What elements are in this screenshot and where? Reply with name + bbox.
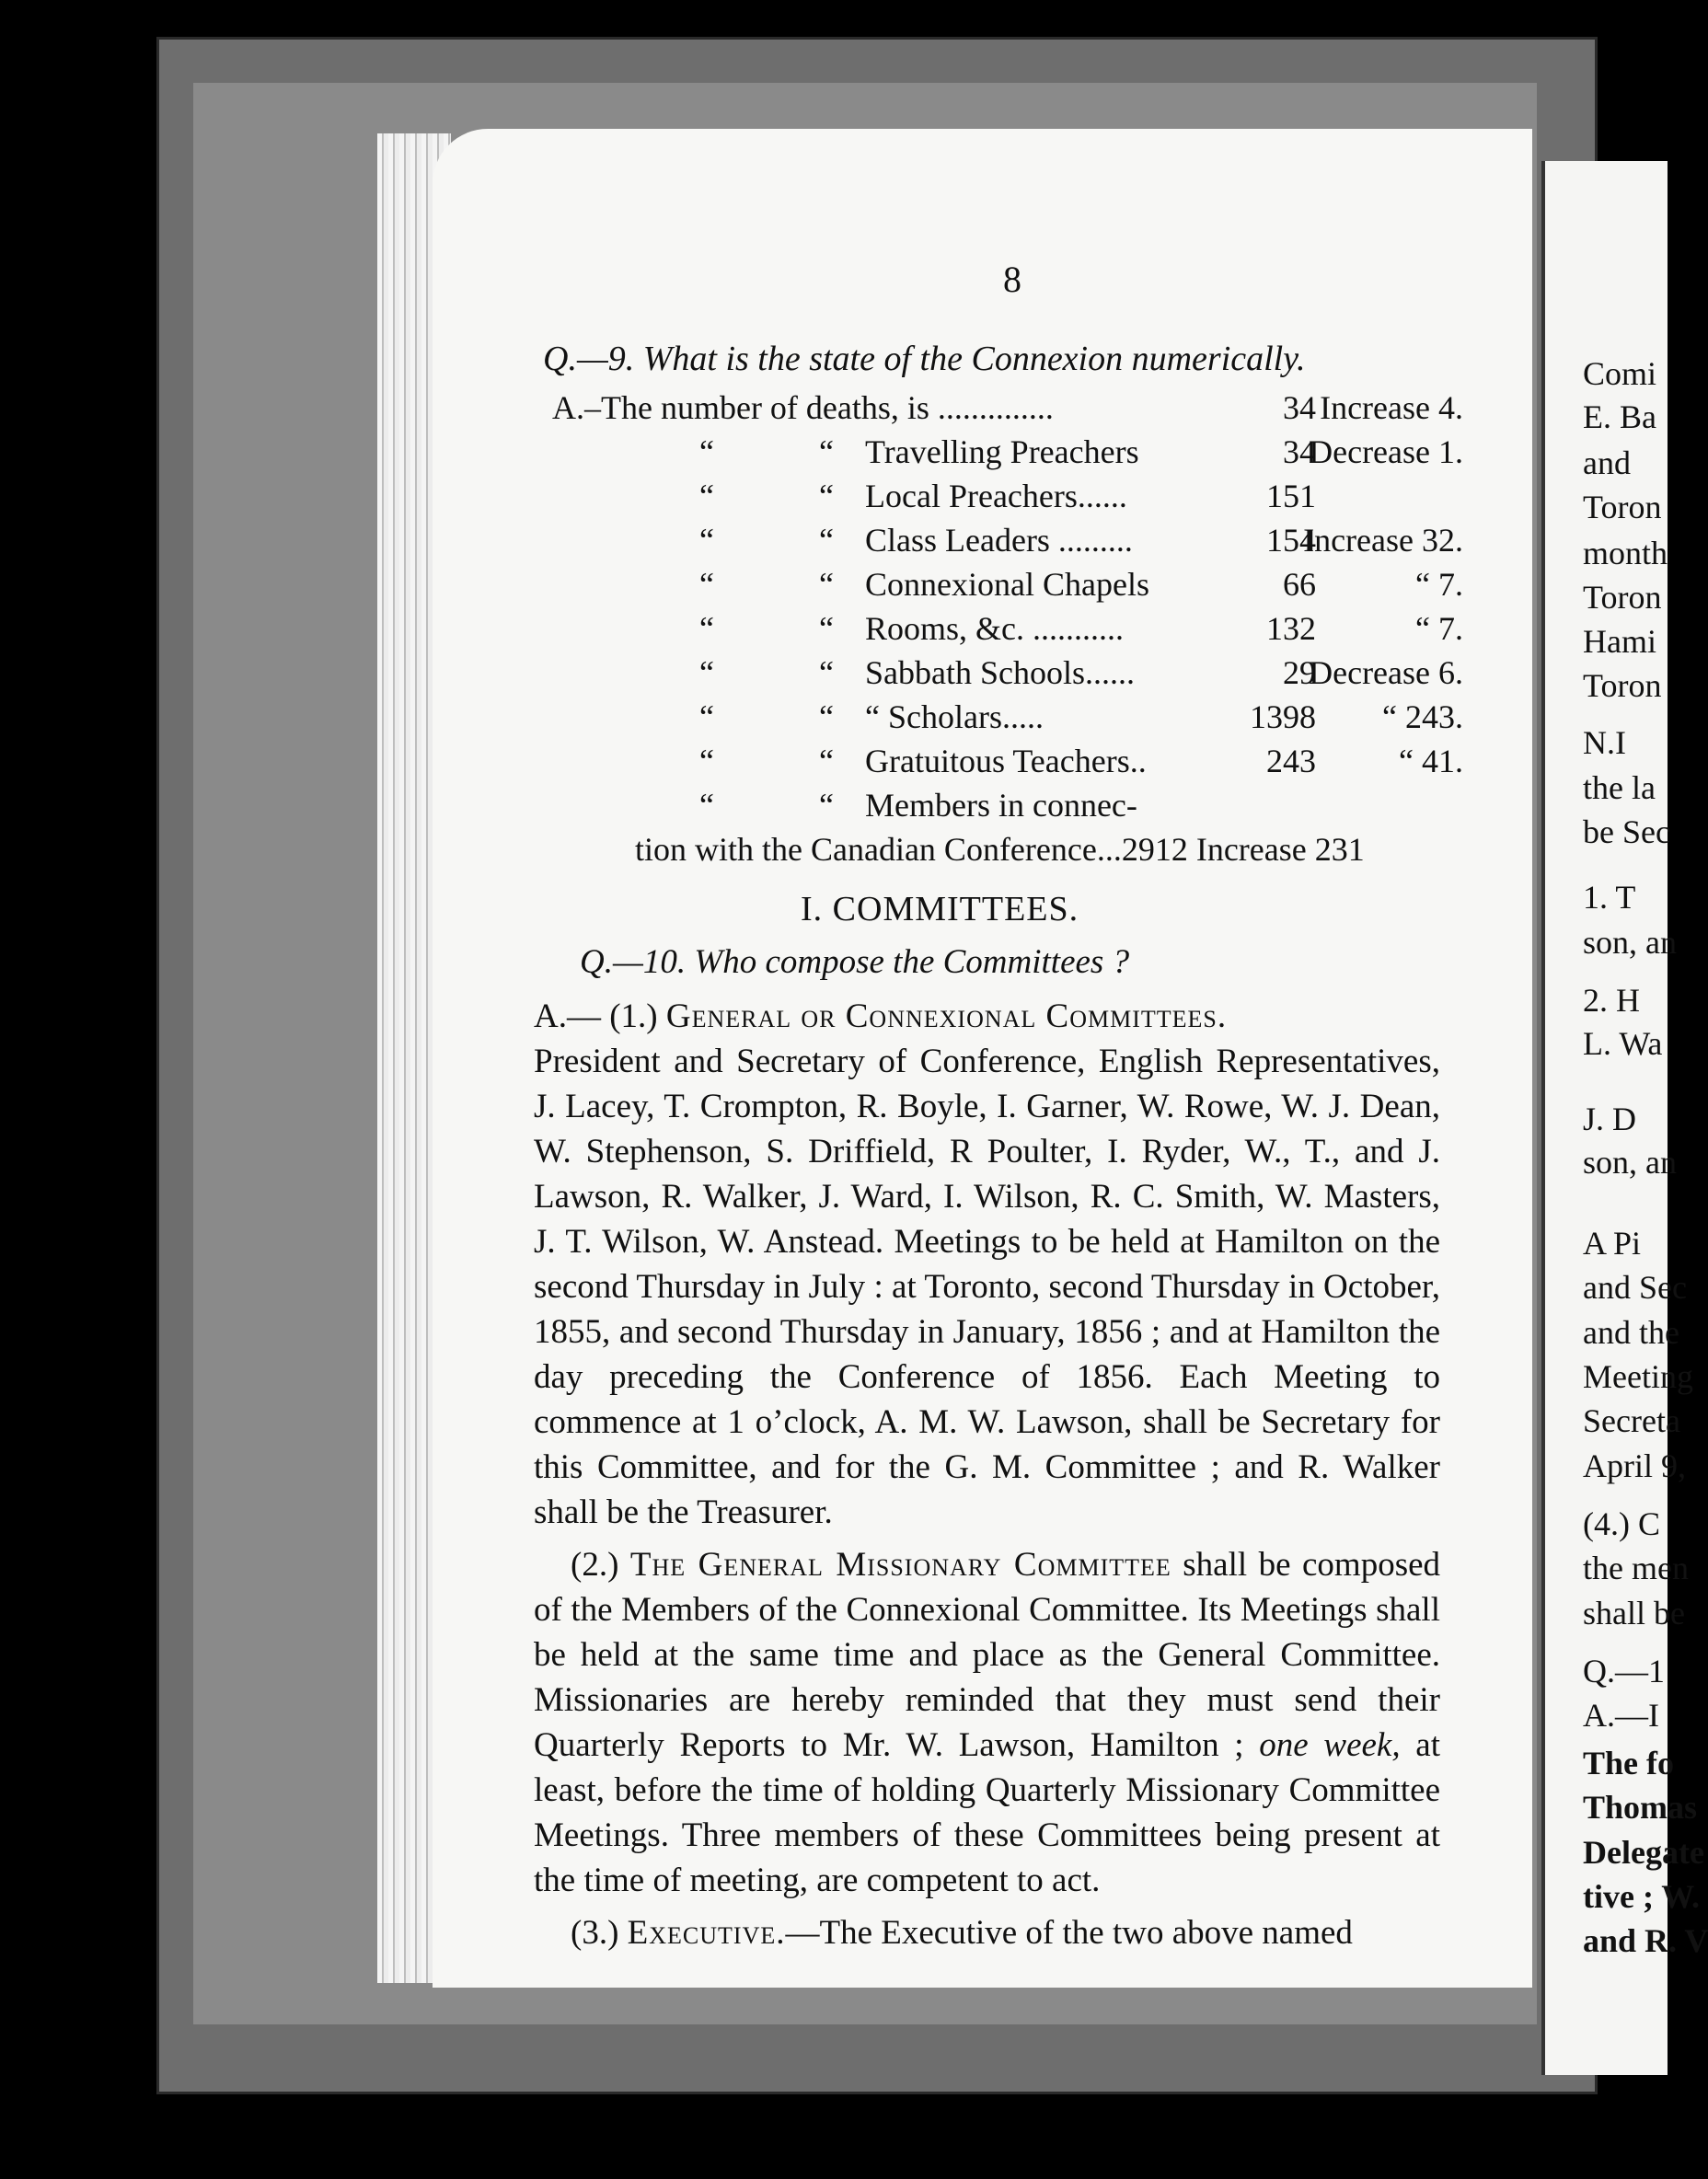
missionary-committee-paragraph [534, 1542, 1440, 1903]
statistics-table [543, 388, 1463, 874]
stat-row [543, 653, 1463, 698]
stat-ditto-2: “ [819, 743, 834, 779]
right-page-line: The fo [1583, 1745, 1674, 1781]
stat-ditto-2: “ [819, 787, 834, 824]
stat-note: Increase 4. [1320, 389, 1463, 426]
stat-note: “ 7. [1415, 610, 1463, 647]
stat-row [543, 698, 1463, 742]
stat-row [543, 477, 1463, 521]
right-page-line: E. Ba [1583, 398, 1656, 435]
right-page-line: tive ; W. [1583, 1878, 1701, 1915]
executive-prefix: (3.) [571, 1914, 619, 1952]
stat-ditto-2: “ [819, 566, 834, 603]
right-page-line: month [1583, 535, 1668, 571]
right-page-line: shall be [1583, 1595, 1685, 1631]
stat-ditto: “ [699, 610, 714, 647]
stat-ditto: “ [699, 566, 714, 603]
stat-prefix: A.–The number of deaths, is .............. [552, 389, 1054, 426]
right-page-line: Toron [1583, 579, 1662, 616]
right-page-line: son, an [1583, 1144, 1677, 1181]
right-page-line: N.I [1583, 724, 1626, 761]
general-heading: General or Connexional Committees. [665, 997, 1228, 1035]
right-page-line: A.—I [1583, 1697, 1659, 1734]
right-page-line: and [1583, 444, 1631, 481]
stat-value: 243 [1266, 743, 1316, 779]
stat-ditto: “ [699, 478, 714, 514]
stat-ditto: “ [699, 522, 714, 559]
missionary-emphasis: one week, [1259, 1726, 1401, 1764]
stat-label: “ Scholars..... [865, 698, 1044, 735]
stat-value: 1398 [1250, 698, 1316, 735]
stat-label: Members in connec- [865, 787, 1137, 824]
right-page-line: J. D [1583, 1101, 1637, 1137]
stat-label: Sabbath Schools...... [865, 654, 1135, 691]
stat-label: Connexional Chapels [865, 566, 1149, 603]
stat-row [543, 742, 1463, 786]
section-title: I. COMMITTEES. [801, 890, 1079, 928]
right-page-line: Meeting [1583, 1358, 1693, 1395]
stat-label: Rooms, &c. ........... [865, 610, 1125, 647]
stat-row [543, 521, 1463, 565]
stat-row [543, 786, 1463, 830]
question-9-label: Q.—9. [543, 340, 635, 378]
stat-value: 29 [1283, 654, 1316, 691]
stat-ditto: “ [699, 433, 714, 470]
stat-row [543, 565, 1463, 609]
stat-row [543, 388, 1463, 432]
general-committee-paragraph [534, 994, 1440, 1535]
missionary-text-2: at least, before the time of holding Quarterly Missionary Committee Meetings. Three members of these Committees being present at the time of meeting, are competent to act. [534, 1726, 1441, 1899]
right-page-line: the la [1583, 769, 1656, 806]
stat-ditto-2: “ [819, 433, 834, 470]
right-page-line: L. Wa [1583, 1025, 1663, 1062]
stat-ditto-2: “ [819, 610, 834, 647]
stat-label: Class Leaders ......... [865, 522, 1133, 559]
stat-ditto: “ [699, 787, 714, 824]
right-page-line: April 9, [1583, 1447, 1686, 1484]
stat-ditto: “ [699, 743, 714, 779]
stat-ditto-2: “ [819, 654, 834, 691]
stat-ditto-2: “ [819, 478, 834, 514]
stat-label: Gratuitous Teachers.. [865, 743, 1147, 779]
right-page-line: Comi [1583, 355, 1657, 392]
right-page-line: (4.) C [1583, 1505, 1660, 1542]
stat-label: Local Preachers...... [865, 478, 1127, 514]
stat-row [543, 432, 1463, 477]
right-page-line: and R. V [1583, 1922, 1708, 1959]
stat-note: “ 243. [1382, 698, 1463, 735]
right-page-line: Toron [1583, 667, 1662, 704]
right-page-line: Delegate [1583, 1834, 1704, 1871]
stat-value: 66 [1283, 566, 1316, 603]
missionary-prefix: (2.) [571, 1546, 619, 1584]
missionary-text-1: shall be composed of the Members of the Connexional Committee. Its Meetings shall be held at the same time and place as the General Committee. Missionaries are hereby reminded that they must send their Quarterly Reports to Mr. W. Lawson, Hamilton ; [534, 1546, 1441, 1764]
right-page-line: Hami [1583, 623, 1656, 660]
question-9 [543, 339, 1306, 379]
stat-row-total [543, 830, 1463, 874]
stat-label: Travelling Preachers [865, 433, 1139, 470]
committees-text [534, 994, 1440, 1963]
question-9-text: What is the state of the Connexion numerically. [642, 340, 1306, 378]
stat-note: “ 41. [1399, 743, 1463, 779]
executive-heading: Executive. [627, 1914, 786, 1952]
stat-ditto-2: “ [819, 522, 834, 559]
question-10-text: Who compose the Committees ? [694, 943, 1130, 981]
right-page-line: Secreta [1583, 1402, 1680, 1439]
stat-ditto: “ [699, 698, 714, 735]
stat-total-text: tion with the Canadian Conference...2912 Increase 231 [635, 831, 1365, 868]
right-page-line: son, an [1583, 924, 1677, 961]
right-page-line: A Pi [1583, 1225, 1642, 1262]
stat-value: 151 [1266, 478, 1316, 514]
right-page-line: Toron [1583, 489, 1662, 525]
stat-note: “ 7. [1415, 566, 1463, 603]
right-page-line: and the [1583, 1314, 1679, 1351]
right-page-line: the men [1583, 1550, 1689, 1586]
right-page-line: Thomas [1583, 1789, 1698, 1826]
stat-value: 34 [1283, 389, 1316, 426]
stat-value: 34 [1283, 433, 1316, 470]
right-page-line: Q.—1 [1583, 1653, 1665, 1689]
missionary-heading: The General Missionary Committee [629, 1546, 1171, 1584]
right-page-line: be Sec [1583, 813, 1670, 850]
right-page-line: 2. H [1583, 982, 1640, 1019]
stat-ditto-2: “ [819, 698, 834, 735]
page-number: 8 [1003, 259, 1021, 300]
stat-row [543, 609, 1463, 653]
stat-note: Decrease 1. [1309, 433, 1463, 470]
right-page-line: and Sec [1583, 1269, 1687, 1306]
stat-ditto: “ [699, 654, 714, 691]
stat-value: 132 [1266, 610, 1316, 647]
general-heading-prefix: A.— (1.) [534, 997, 658, 1035]
executive-paragraph [534, 1910, 1440, 1955]
right-page-line: 1. T [1583, 879, 1636, 916]
stat-note: Increase 32. [1303, 522, 1463, 559]
question-10 [580, 942, 1129, 982]
question-10-label: Q.—10. [580, 943, 687, 981]
executive-text: —The Executive of the two above named [785, 1914, 1353, 1952]
stat-note: Decrease 6. [1309, 654, 1463, 691]
stat-value: 154 [1266, 522, 1316, 559]
general-text: President and Secretary of Conference, English Representatives, J. Lacey, T. Crompton, R. Boyle, I. Garner, W. Rowe, W. J. Dean, W. Stephenson, S. Driffield, R Poulter, I. Ryder, W., T., and J. Lawson, R. Walker, J. Ward, I. Wilson, R. C. Smith, W. Masters, J. T. Wilson, W. Anstead. Meetings to be held at Hamilton on the second Thursday in July : at Toronto, second Thursday in October, 1855, and second Thursday in January, 1856 ; and at Hamilton the day preceding the Conference of 1856. Each Meeting to commence at 1 o’clock, A. M. W. Lawson, shall be Secretary for this Committee, and for the G. M. Committee ; and R. Walker shall be the Treasurer. [534, 1043, 1440, 1531]
